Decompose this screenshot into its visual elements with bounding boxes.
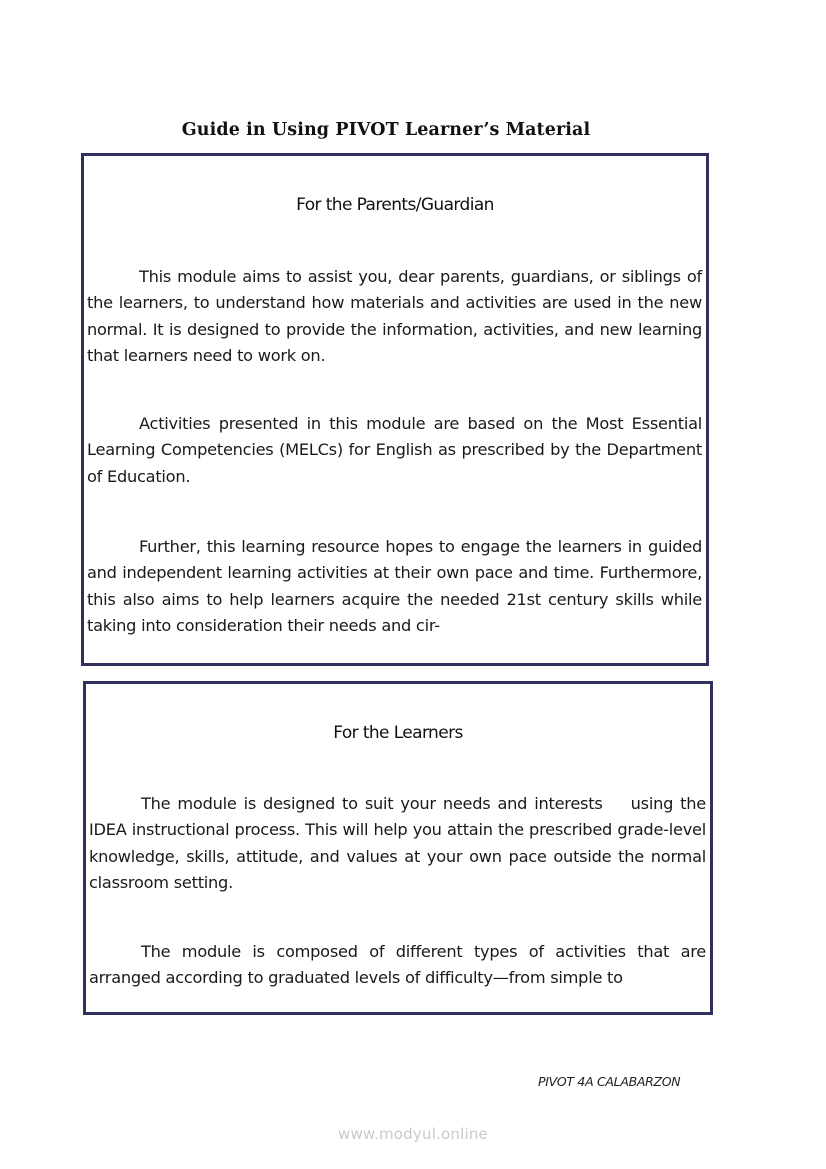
parents-paragraph-2: Activities presented in this module are based on the Most Essential Learning Competencies (MELCs) for English as prescribed by the Department of Education.	[87, 414, 702, 486]
page-title: Guide in Using PIVOT Learner’s Material	[181, 120, 591, 140]
parents-paragraph-3: Further, this learning resource hopes to engage the learners in guided and independent learning activities at their own pace and time. Furthermore, this also aims to help learners acquire the needed 21st century skills while taking into consideration their needs and cir-	[87, 537, 702, 635]
website-watermark: www.modyul.online	[338, 1125, 488, 1143]
learners-paragraph-2: The module is composed of different types of activities that are arranged according to graduated levels of difficulty—from simple to	[89, 942, 706, 988]
publisher-footer: PIVOT 4A CALABARZON	[538, 1074, 681, 1089]
learners-heading: For the Learners	[333, 723, 463, 743]
parents-paragraph-1: This module aims to assist you, dear parents, guardians, or siblings of the learners, to understand how materials and activities are used in the new normal. It is designed to provide the information, activities, and new learning that learners need to work on.	[87, 267, 702, 365]
learners-box	[83, 681, 713, 1015]
learners-paragraph-1: The module is designed to suit your needs and interests using the IDEA instructional process. This will help you attain the prescribed grade-level knowledge, skills, attitude, and values at your own pace outside the normal classroom setting.	[89, 794, 711, 892]
parents-guardian-box	[81, 153, 709, 666]
parents-guardian-heading: For the Parents/Guardian	[296, 195, 494, 215]
